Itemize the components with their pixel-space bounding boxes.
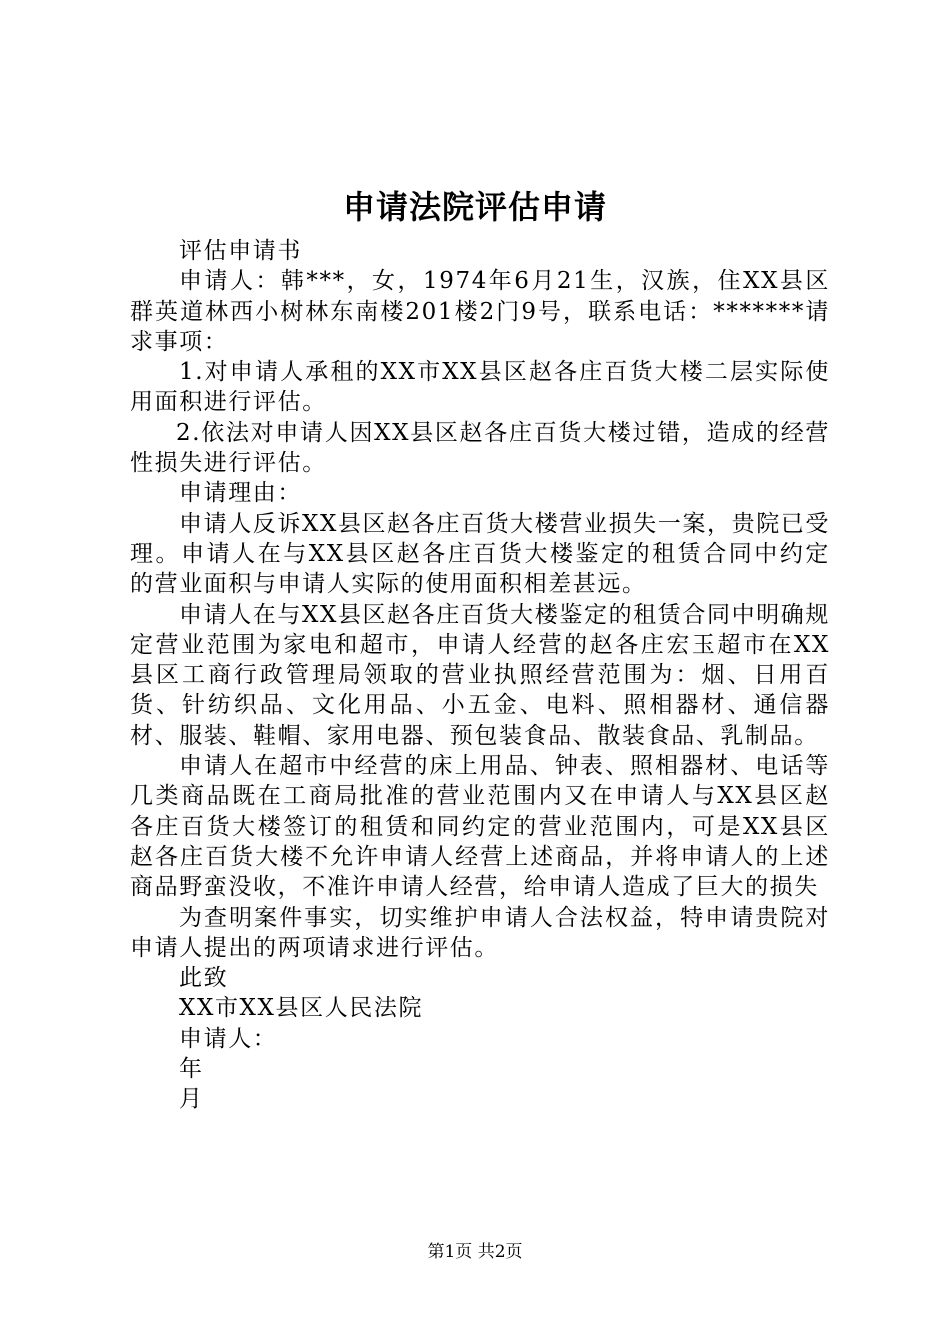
paragraph-reason-heading: 申请理由：	[179, 480, 302, 507]
paragraph-salutation: 此致	[179, 965, 229, 992]
paragraph-reason-2: 申请人在与XX县区赵各庄百货大楼鉴定的租赁合同中明确规定营业范围为家电和超市，申请人经营的赵各庄宏玉超市在XX县区工商行政管理局领取的营业执照经营范围为：烟、日用百货、针纺织品、文化用品、小五金、电料、照相器材、通信器材、服装、鞋帽、家用电器、预包装食品、散装食品、乳制品。	[130, 601, 830, 749]
paragraph-year: 年	[179, 1056, 204, 1083]
paragraph-signature: 申请人：	[179, 1025, 278, 1052]
page-number-footer: 第1页 共2页	[427, 1242, 523, 1262]
document-body	[130, 236, 830, 1115]
paragraph-conclusion: 为查明案件事实，切实维护申请人合法权益，特申请贵院对申请人提出的两项请求进行评估。	[130, 904, 830, 961]
paragraph-reason-1: 申请人反诉XX县区赵各庄百货大楼营业损失一案，贵院已受理。申请人在与XX县区赵各庄百货大楼鉴定的租赁合同中约定的营业面积与申请人实际的使用面积相差甚远。	[130, 510, 830, 598]
paragraph-court: XX市XX县区人民法院	[179, 995, 424, 1022]
document-title: 申请法院评估申请	[342, 188, 607, 226]
paragraph-request-1: 1.对申请人承租的XX市XX县区赵各庄百货大楼二层实际使用面积进行评估。	[130, 359, 830, 416]
paragraph-month: 月	[179, 1086, 204, 1113]
paragraph-request-2: 2.依法对申请人因XX县区赵各庄百货大楼过错，造成的经营性损失进行评估。	[130, 419, 830, 477]
paragraph-heading: 评估申请书	[179, 238, 302, 264]
paragraph-reason-3: 申请人在超市中经营的床上用品、钟表、照相器材、电话等几类商品既在工商局批准的营业范围内又在申请人与XX县区赵各庄百货大楼签订的租赁和同约定的营业范围内，可是XX县区赵各庄百货大楼不允许申请人经营上述商品，并将申请人的上述商品野蛮没收，不准许申请人经营，给申请人造成了巨大的损失	[130, 753, 830, 901]
paragraph-applicant: 申请人：韩***，女，1974年6月21生，汉族，住XX县区群英道林西小树林东南楼201楼2门9号，联系电话：*******请求事项：	[130, 268, 830, 355]
